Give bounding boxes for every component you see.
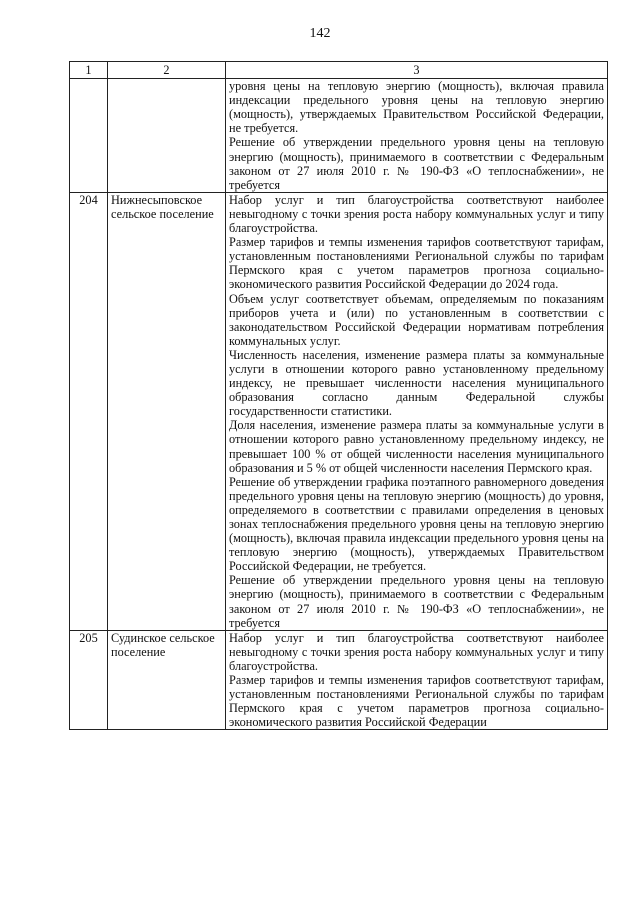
settlement-name: Судинское сельское поселение [108,630,226,730]
settlement-name [108,79,226,193]
description-paragraph: Решение об утверждении предельного уровня цены на тепловую энергию (мощность), принимаемого в соответствии с Федеральным законом от 27 июля 2010 г. № 190-ФЗ «О теплоснабжении», не требуется [229,135,604,192]
row-description [226,630,608,730]
description-paragraph: Решение об утверждении предельного уровня цены на тепловую энергию (мощность), принимаемого в соответствии с Федеральным законом от 27 июля 2010 г. № 190-ФЗ «О теплоснабжении», не требуется [229,573,604,630]
row-description [226,79,608,193]
row-number: 205 [70,630,108,730]
header-col-3: 3 [226,62,608,79]
page-number: 142 [309,26,331,41]
row-number [70,79,108,193]
description-paragraph: Размер тарифов и темпы изменения тарифов соответствуют тарифам, установленным постановлениями Региональной службы по тарифам Пермского края с учетом параметров прогноза социально-экономического развития Российской Федерации до 2024 года. [229,235,604,292]
description-paragraph: Набор услуг и тип благоустройства соответствуют наиболее невыгодному с точки зрения роста набору коммунальных услуг и типу благоустройства. [229,630,604,673]
row-number: 204 [70,192,108,630]
row-description [226,192,608,630]
description-paragraph: уровня цены на тепловую энергию (мощность), включая правила индексации предельного уровня цены на тепловую энергию (мощность), утверждаемых Правительством Российской Федерации, не требуется. [229,79,604,136]
header-col-1: 1 [70,62,108,79]
table-row [70,192,608,630]
description-paragraph: Набор услуг и тип благоустройства соответствуют наиболее невыгодному с точки зрения роста набору коммунальных услуг и типу благоустройства. [229,192,604,236]
tariff-table [69,61,608,730]
description-paragraph: Доля населения, изменение размера платы за коммунальные услуги в отношении которого равно установленному предельному индексу, не превышает 100 % от общей численности населения муниципального образования и 5 % от общей численности населения Пермского края. [229,418,604,475]
table-header-row [70,62,608,79]
description-paragraph: Объем услуг соответствует объемам, определяемым по показаниям приборов учета и (или) по установленным в соответствии с законодательством Российской Федерации нормативам потребления коммунальных услуг. [229,291,604,348]
settlement-name: Нижнесыповское сельское поселение [108,192,226,630]
header-col-2: 2 [108,62,226,79]
table-row [70,630,608,730]
description-paragraph: Размер тарифов и темпы изменения тарифов соответствуют тарифам, установленным постановлениями Региональной службы по тарифам Пермского края с учетом параметров прогноза социально-экономического развития Российской Федерации [229,673,604,730]
description-paragraph: Решение об утверждении графика поэтапного равномерного доведения предельного уровня цены на тепловую энергию (мощность) до уровня, определяемого в соответствии с правилами определения в ценовых зонах теплоснабжения предельного уровня цены на тепловую энергию (мощность), включая правила индексации предельного уровня цены на тепловую энергию (мощность), утверждаемых Правительством Российской Федерации, не требуется. [229,474,604,574]
description-paragraph: Численность населения, изменение размера платы за коммунальные услуги в отношении которого равно установленному предельному индексу, не превышает численности населения муниципального образования согласно данным Федеральной службы государственности статистики. [229,347,604,419]
table-row [70,79,608,193]
